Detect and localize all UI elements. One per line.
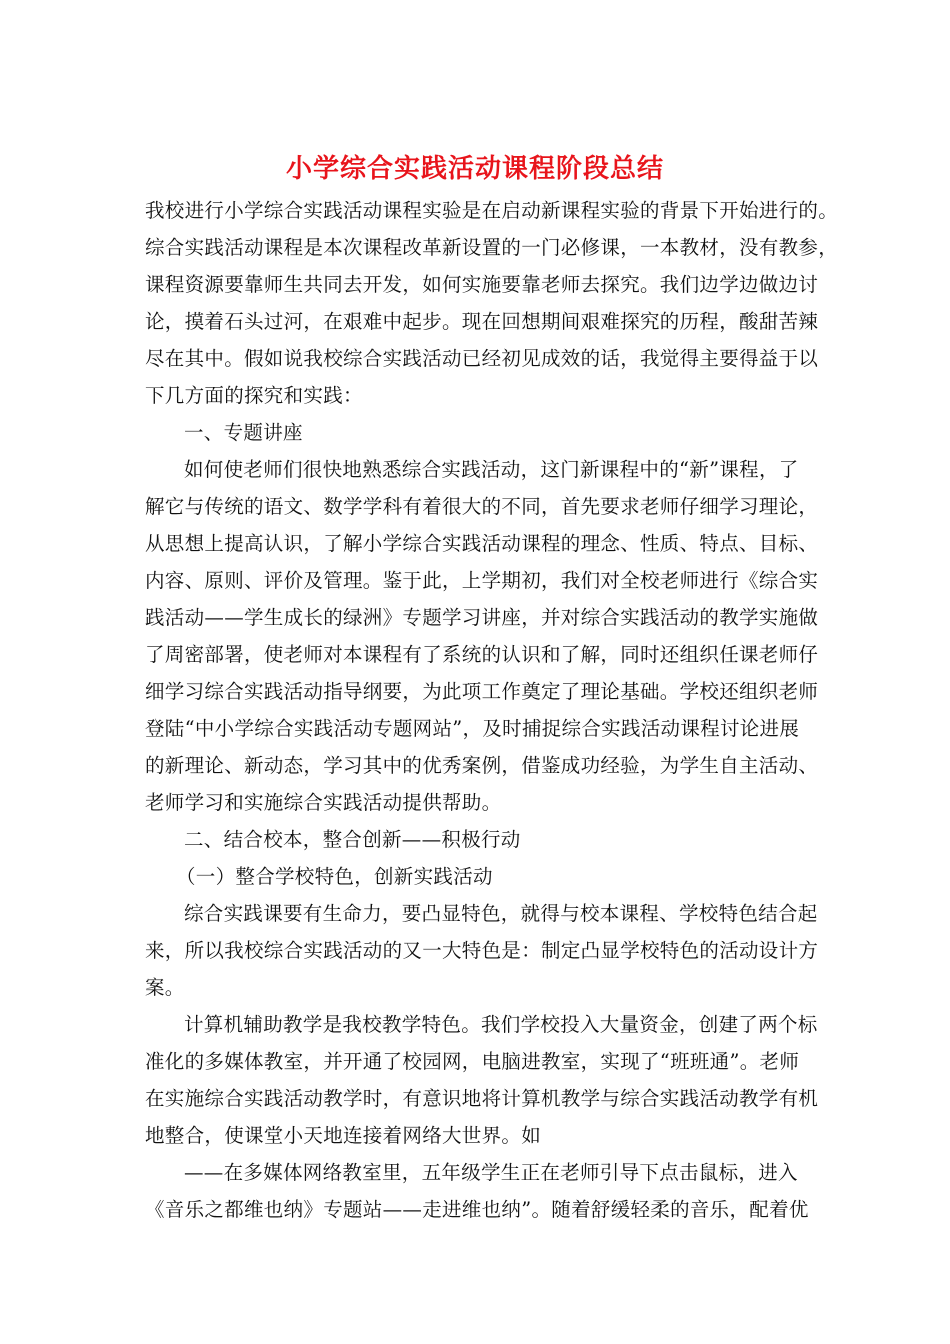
- paragraph-line: 解它与传统的语文、数学学科有着很大的不同，首先要求老师仔细学习理论，: [145, 495, 819, 518]
- paragraph-line: 内容、原则、评价及管理。鉴于此，上学期初，我们对全校老师进行《综合实: [145, 569, 819, 592]
- paragraph-line: 我校进行小学综合实践活动课程实验是在启动新课程实验的背景下开始进行的。: [145, 199, 839, 222]
- paragraph-line: 登陆“中小学综合实践活动专题网站”，及时捕捉综合实践活动课程讨论进展: [145, 717, 800, 740]
- paragraph-line: 准化的多媒体教室，并开通了校园网，电脑进教室，实现了“班班通”。老师: [145, 1050, 800, 1073]
- subsection-heading: （一）整合学校特色，创新实践活动: [176, 865, 493, 888]
- paragraph-line: 在实施综合实践活动教学时，有意识地将计算机教学与综合实践活动教学有机: [145, 1087, 819, 1110]
- paragraph-line: 老师学习和实施综合实践活动提供帮助。: [145, 791, 502, 814]
- paragraph-line: 论，摸着石头过河，在艰难中起步。现在回想期间艰难探究的历程，酸甜苦辣: [145, 310, 819, 333]
- paragraph-line: 尽在其中。假如说我校综合实践活动已经初见成效的话，我觉得主要得益于以: [145, 347, 819, 370]
- paragraph-line: 如何使老师们很快地熟悉综合实践活动，这门新课程中的“新”课程，了: [184, 458, 799, 481]
- paragraph-line: 综合实践课要有生命力，要凸显特色，就得与校本课程、学校特色结合起: [184, 902, 818, 925]
- document-title: 小学综合实践活动课程阶段总结: [285, 154, 664, 184]
- section-heading: 二、结合校本，整合创新——积极行动: [184, 828, 521, 851]
- paragraph-line: 下几方面的探究和实践：: [145, 384, 363, 407]
- paragraph-line: 的新理论、新动态，学习其中的优秀案例，借鉴成功经验，为学生自主活动、: [145, 754, 819, 777]
- paragraph-line: 课程资源要靠师生共同去开发，如何实施要靠老师去探究。我们边学边做边讨: [145, 273, 819, 296]
- paragraph-line: 践活动——学生成长的绿洲》专题学习讲座，并对综合实践活动的教学实施做: [145, 606, 819, 629]
- paragraph-line: 细学习综合实践活动指导纲要，为此项工作奠定了理论基础。学校还组织老师: [145, 680, 819, 703]
- paragraph-line: 案。: [145, 976, 185, 999]
- paragraph-line: 来，所以我校综合实践活动的又一大特色是：制定凸显学校特色的活动设计方: [145, 939, 819, 962]
- section-heading: 一、专题讲座: [184, 421, 303, 444]
- paragraph-line: 了周密部署，使老师对本课程有了系统的认识和了解，同时还组织任课老师仔: [145, 643, 819, 666]
- paragraph-line: 从思想上提高认识，了解小学综合实践活动课程的理念、性质、特点、目标、: [145, 532, 819, 555]
- paragraph-line: 计算机辅助教学是我校教学特色。我们学校投入大量资金，创建了两个标: [184, 1013, 818, 1036]
- paragraph-line: ——在多媒体网络教室里，五年级学生正在老师引导下点击鼠标，进入: [184, 1161, 798, 1184]
- paragraph-line: 地整合，使课堂小天地连接着网络大世界。如: [145, 1124, 542, 1147]
- paragraph-line: 综合实践活动课程是本次课程改革新设置的一门必修课，一本教材，没有教参，: [145, 236, 839, 259]
- paragraph-line: 《音乐之都维也纳》专题站——走进维也纳”。随着舒缓轻柔的音乐，配着优: [145, 1198, 809, 1221]
